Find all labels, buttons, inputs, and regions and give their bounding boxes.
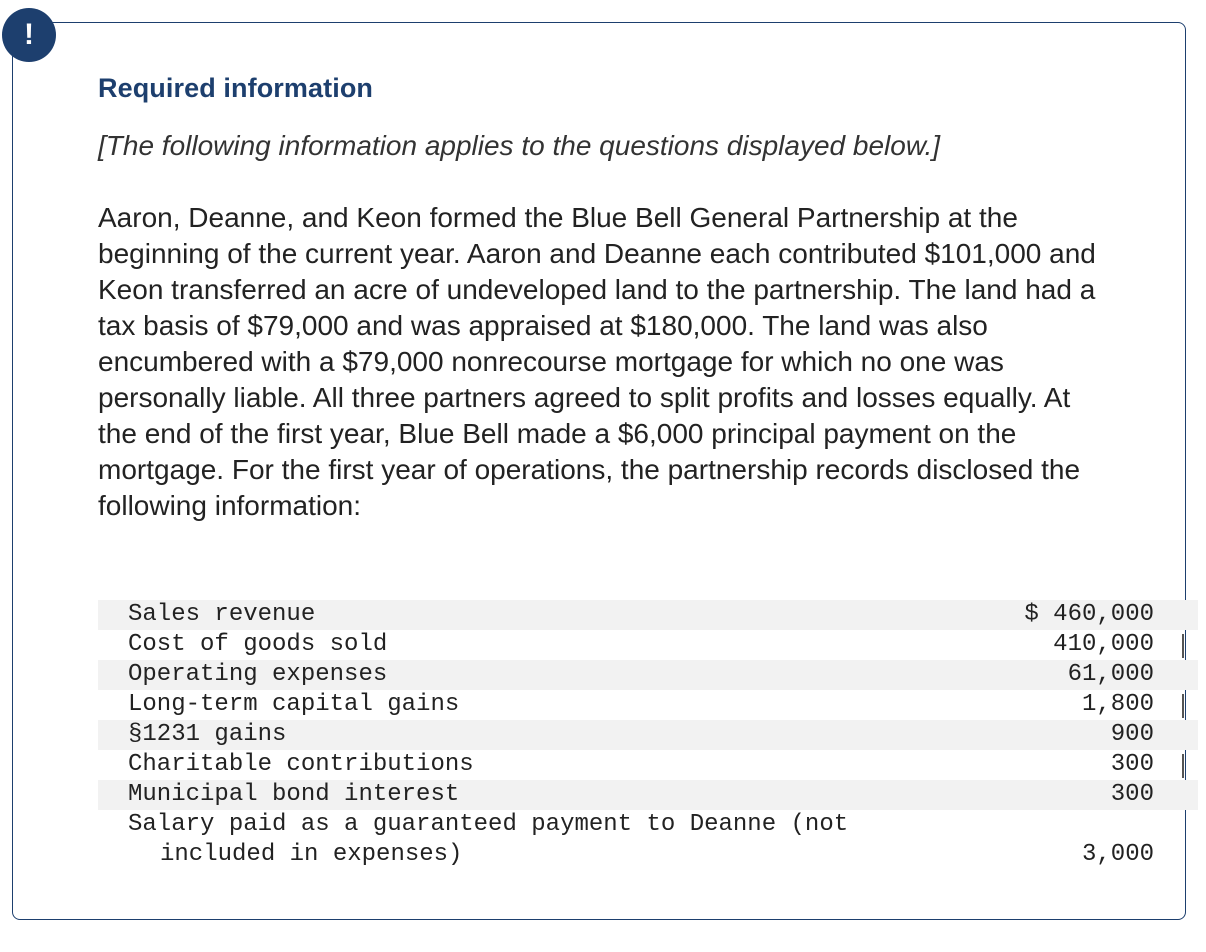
row-value: 300 xyxy=(1110,751,1154,778)
row-label-continued: included in expenses) xyxy=(160,841,463,868)
row-label: Long-term capital gains xyxy=(128,691,460,718)
row-edge-marker xyxy=(1182,634,1184,658)
row-value: 3,000 xyxy=(1081,841,1154,868)
table-row xyxy=(98,600,1198,630)
table-row xyxy=(98,810,1198,870)
financial-data-table xyxy=(98,600,1198,870)
row-label: Operating expenses xyxy=(128,661,388,688)
table-row xyxy=(98,630,1198,660)
row-value: 300 xyxy=(1110,781,1154,808)
alert-icon: ! xyxy=(2,8,56,62)
row-value: 1,800 xyxy=(1081,691,1154,718)
row-label: Cost of goods sold xyxy=(128,631,388,658)
row-edge-marker xyxy=(1182,694,1184,718)
problem-description: Aaron, Deanne, and Keon formed the Blue Bell General Partnership at the beginning of the current year. Aaron and Deanne each contributed $101,000 and Keon transferred an acre of undeveloped land to the partnership. The land had a tax basis of $79,000 and was appraised at $180,000. The land was also encumbered with a $79,000 nonrecourse mortgage for which no one was personally liable. All three partners agreed to split profits and losses equally. At the end of the first year, Blue Bell made a $6,000 principal payment on the mortgage. For the first year of operations, the partnership records disclosed the following information: xyxy=(98,202,1096,521)
row-label: Charitable contributions xyxy=(128,751,474,778)
table-row xyxy=(98,720,1198,750)
row-value: 900 xyxy=(1110,721,1154,748)
row-label: Salary paid as a guaranteed payment to Deanne (not xyxy=(128,811,849,838)
row-label: Municipal bond interest xyxy=(128,781,460,808)
row-value: 61,000 xyxy=(1067,661,1154,688)
row-label: §1231 gains xyxy=(128,721,287,748)
table-row xyxy=(98,690,1198,720)
table-row xyxy=(98,750,1198,780)
intro-note: [The following information applies to the questions displayed below.] xyxy=(98,130,941,161)
table-row xyxy=(98,780,1198,810)
row-label: Sales revenue xyxy=(128,601,316,628)
table-row xyxy=(98,660,1198,690)
row-value: 410,000 xyxy=(1053,631,1154,658)
row-value: $ 460,000 xyxy=(1024,601,1154,628)
section-heading: Required information xyxy=(98,73,374,103)
row-edge-marker xyxy=(1182,754,1184,778)
